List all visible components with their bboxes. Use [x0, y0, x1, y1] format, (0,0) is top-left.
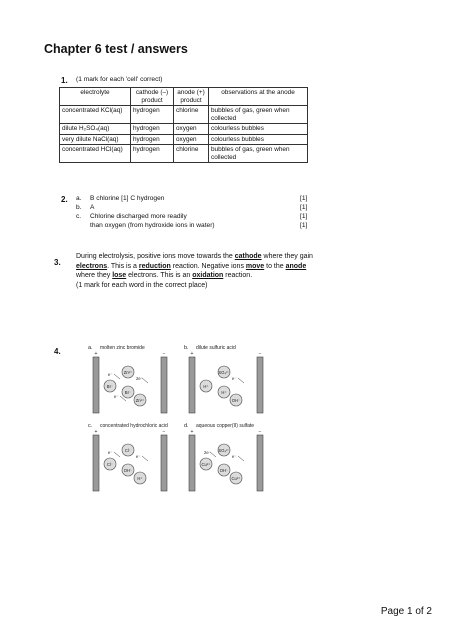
electron-arrow [114, 452, 120, 457]
table-cell: concentrated KCl(aq) [60, 106, 131, 124]
ion-label: SO₄²⁻ [218, 447, 230, 453]
q2-label: c. [76, 213, 82, 220]
table-row [60, 145, 308, 163]
ion-label: H⁺ [221, 389, 227, 395]
electron-label: 2e⁻ [204, 450, 211, 455]
ion-label: Zn²⁺ [123, 369, 133, 375]
table-cell: hydrogen [131, 145, 174, 163]
ion-label: H⁺ [203, 383, 209, 389]
q2-mark: [1] [300, 222, 308, 229]
q3-answer [76, 252, 314, 290]
electron-arrow [114, 374, 120, 379]
panel-title: aqueous copper(II) sulfate [196, 423, 255, 429]
panel-title: concentrated hydrochloric acid [100, 423, 168, 429]
q2-label: b. [76, 204, 82, 211]
header-observations: observations at the anode [209, 88, 308, 106]
cathode-sign: − [162, 429, 166, 435]
ion-label: Cu²⁺ [201, 461, 211, 467]
q4-number: 4. [54, 347, 61, 356]
q3-keyword: cathode [234, 253, 262, 260]
q1-number: 1. [61, 76, 68, 85]
ion-label: Cu²⁺ [231, 475, 241, 481]
table-cell: colourless bubbles [209, 124, 308, 135]
panel-title: dilute sulfuric acid [196, 345, 236, 351]
q3-keyword: anode [285, 262, 307, 270]
ion-label: Zn²⁺ [135, 397, 145, 403]
q3-text: to the [264, 262, 286, 270]
electron-label: e⁻ [232, 454, 237, 459]
anode-electrode [93, 357, 99, 413]
table-cell: hydrogen [131, 124, 174, 135]
electron-arrow [238, 456, 244, 461]
electron-label: e⁻ [232, 376, 237, 381]
table-cell: oxygen [174, 124, 209, 135]
table-cell: chlorine [174, 145, 209, 163]
panel-label: a. [88, 345, 93, 351]
q3-note: (1 mark for each word in the correct place) [76, 281, 208, 289]
cathode-sign: − [258, 351, 262, 357]
ion-label: OH⁻ [123, 467, 133, 473]
page-title: Chapter 6 test / answers [44, 42, 188, 56]
table-cell: oxygen [174, 134, 209, 145]
table-cell: chlorine [174, 106, 209, 124]
table-cell: hydrogen [131, 106, 174, 124]
ion-label: Br⁻ [124, 389, 132, 395]
anode-sign: + [190, 429, 194, 435]
q3-text: During electrolysis, positive ions move towards the [76, 253, 235, 260]
ion-label: H⁺ [137, 475, 143, 481]
table-cell: bubbles of gas, green when collected [209, 145, 308, 163]
table-row [60, 134, 308, 145]
q2-text: Chlorine discharged more readily [90, 213, 187, 220]
electron-label: e⁻ [108, 450, 113, 455]
q3-text: where they gain [261, 253, 313, 260]
cathode-electrode [161, 435, 167, 491]
electron-arrow [210, 452, 216, 457]
ion-label: Cl⁻ [106, 461, 114, 467]
q2-text: than oxygen (from hydroxide ions in water) [90, 222, 215, 229]
ion-label: OH⁻ [219, 467, 229, 473]
header-electrolyte: electrolyte [60, 88, 131, 106]
table-header-row [60, 88, 308, 106]
electron-label: 2e⁻ [136, 376, 143, 381]
anode-electrode [93, 435, 99, 491]
panel-title: molten zinc bromide [100, 345, 145, 351]
cathode-electrode [257, 435, 263, 491]
electron-label: e⁻ [136, 454, 141, 459]
electron-arrow [142, 378, 148, 383]
page-footer: Page 1 of 2 [380, 606, 432, 617]
panel-label: c. [88, 423, 93, 429]
electron-label: e⁻ [114, 394, 119, 399]
anode-electrode [189, 435, 195, 491]
header-anode: anode (+) product [174, 88, 209, 106]
header-cathode: cathode (–) product [131, 88, 174, 106]
cathode-sign: − [258, 429, 262, 435]
cathode-sign: − [162, 351, 166, 357]
electron-arrow [238, 378, 244, 383]
electrolysis-ion-diagrams [84, 340, 276, 495]
table-row [60, 106, 308, 124]
q2-text: B chlorine [1] C hydrogen [90, 195, 165, 202]
electron-arrow [142, 456, 148, 461]
anode-electrode [189, 357, 195, 413]
electrolysis-table [59, 87, 308, 163]
cathode-electrode [161, 357, 167, 413]
panel-label: b. [184, 345, 189, 351]
q2-mark: [1] [300, 195, 308, 202]
table-row [60, 124, 308, 135]
table-cell: hydrogen [131, 134, 174, 145]
electron-label: e⁻ [108, 372, 113, 377]
anode-sign: + [190, 351, 194, 357]
q3-number: 3. [54, 258, 61, 267]
table-cell: colourless bubbles [209, 134, 308, 145]
q2-number: 2. [61, 195, 68, 204]
q2-label: a. [76, 195, 82, 202]
q2-mark: [1] [300, 213, 308, 220]
q2-text: A [90, 204, 95, 211]
q3-text: electrons. This is an [126, 272, 193, 279]
table-cell: concentrated HCl(aq) [60, 145, 131, 163]
q3-keyword: move [245, 262, 265, 270]
q3-keyword: oxidation [192, 272, 224, 279]
table-cell: bubbles of gas, green when collected [209, 106, 308, 124]
q3-text: reaction. Negative ions [170, 262, 246, 270]
panel-label: d. [184, 423, 189, 429]
anode-sign: + [94, 429, 98, 435]
table-cell: dilute H₂SO₄(aq) [60, 124, 131, 135]
q2-mark: [1] [300, 204, 308, 211]
q3-text: reaction. [223, 272, 253, 279]
anode-sign: + [94, 351, 98, 357]
ion-label: Br⁻ [106, 383, 114, 389]
table-cell: very dilute NaCl(aq) [60, 134, 131, 145]
q3-keyword: reduction [138, 262, 171, 270]
q3-keyword: electrons [76, 262, 108, 270]
q1-intro: (1 mark for each 'cell' correct) [76, 76, 163, 83]
q3-text: where they [76, 272, 113, 279]
ion-label: SO₄²⁻ [218, 369, 230, 375]
q3-text: . This is a [107, 262, 139, 270]
cathode-electrode [257, 357, 263, 413]
ion-label: Cl⁻ [124, 447, 132, 453]
q3-keyword: lose [112, 272, 127, 279]
ion-label: OH⁻ [231, 397, 241, 403]
